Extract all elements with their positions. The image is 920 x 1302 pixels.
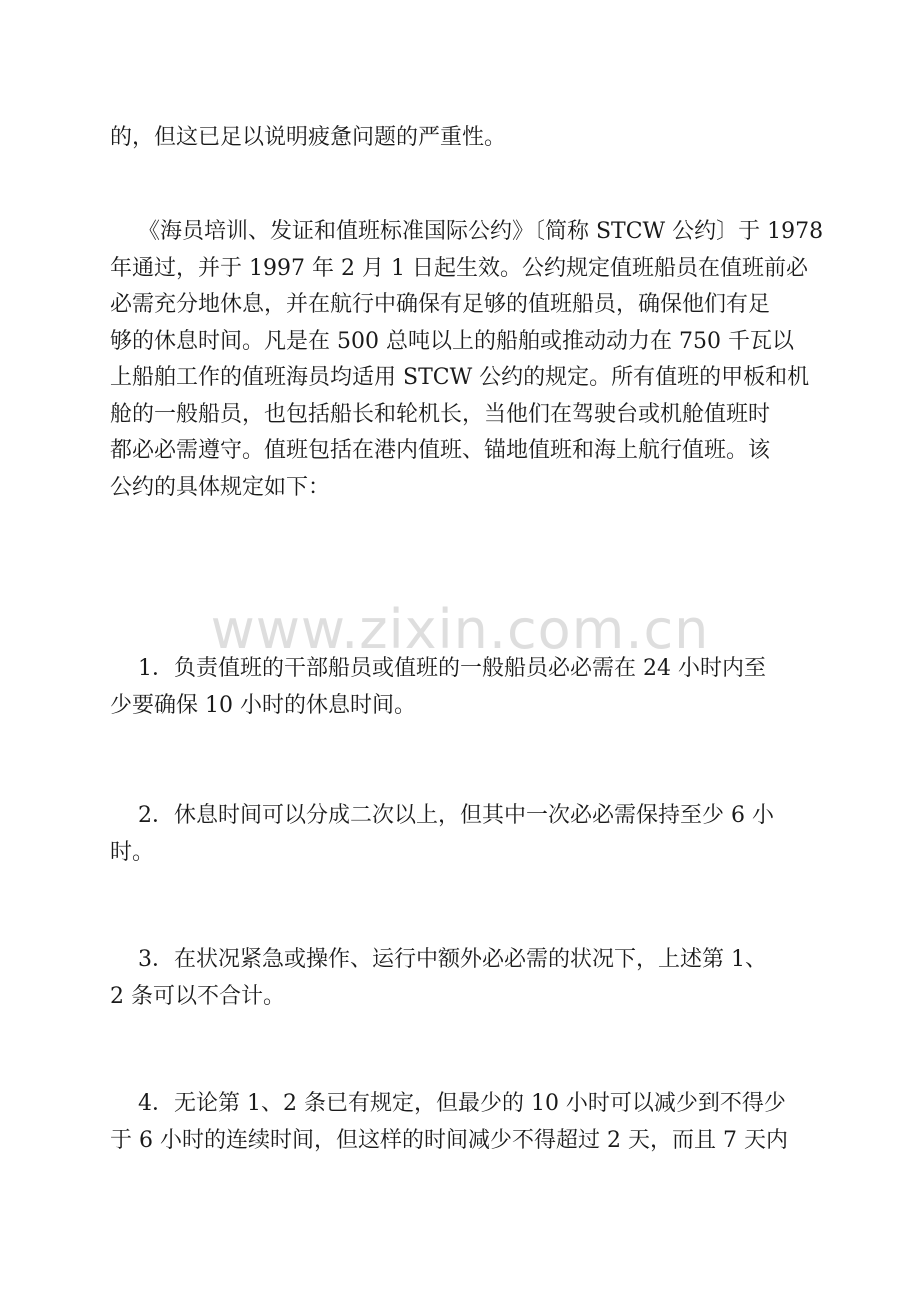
text-line: 都必必需遵守。值班包括在港内值班、锚地值班和海上航行值班。该 [110, 438, 771, 463]
text-line: 1．负责值班的干部船员或值班的一般船员必必需在 24 小时内至 [110, 656, 766, 681]
watermark: www.zixin.com.cn [210, 598, 710, 661]
text-line: 《海员培训、发证和值班标准国际公约》〔简称 STCW 公约〕于 1978 [110, 219, 824, 244]
text-line: 够的休息时间。凡是在 500 总吨以上的船舶或推动动力在 750 千瓦以 [110, 328, 794, 354]
text-line: 上船舶工作的值班海员均适用 STCW 公约的规定。所有值班的甲板和机 [110, 365, 810, 390]
text-line: 时。 [110, 839, 155, 865]
paragraph-4 [110, 798, 830, 871]
text-line: 2．休息时间可以分成二次以上，但其中一次必必需保持至少 6 小 [110, 803, 774, 828]
paragraph-2 [110, 214, 830, 506]
text-line: 4．无论第 1、2 条已有规定，但最少的 10 小时可以减少到不得少 [110, 1091, 786, 1116]
text-line: 必需充分地休息，并在航行中确保有足够的值班船员，确保他们有足 [110, 292, 771, 317]
text-line: 舱的一般船员，也包括船长和轮机长，当他们在驾驶台或机舱值班时 [110, 401, 771, 427]
text-line: 2 条可以不合计。 [110, 983, 285, 1009]
paragraph-1 [110, 120, 830, 157]
text-line: 于 6 小时的连续时间，但这样的时间减少不得超过 2 天，而且 7 天内 [110, 1127, 788, 1153]
text-line: 3．在状况紧急或操作、运行中额外必必需的状况下，上述第 1、 [110, 947, 767, 972]
paragraph-6 [110, 1086, 830, 1159]
text-line: 少要确保 10 小时的休息时间。 [110, 692, 416, 718]
text-line: 的，但这已足以说明疲惫问题的严重性。 [110, 125, 507, 150]
paragraph-3 [110, 651, 830, 724]
text-line: 公约的具体规定如下： [110, 474, 331, 500]
text-line: 年通过，并于 1997 年 2 月 1 日起生效。公约规定值班船员在值班前必 [110, 255, 808, 281]
paragraph-5 [110, 942, 830, 1015]
